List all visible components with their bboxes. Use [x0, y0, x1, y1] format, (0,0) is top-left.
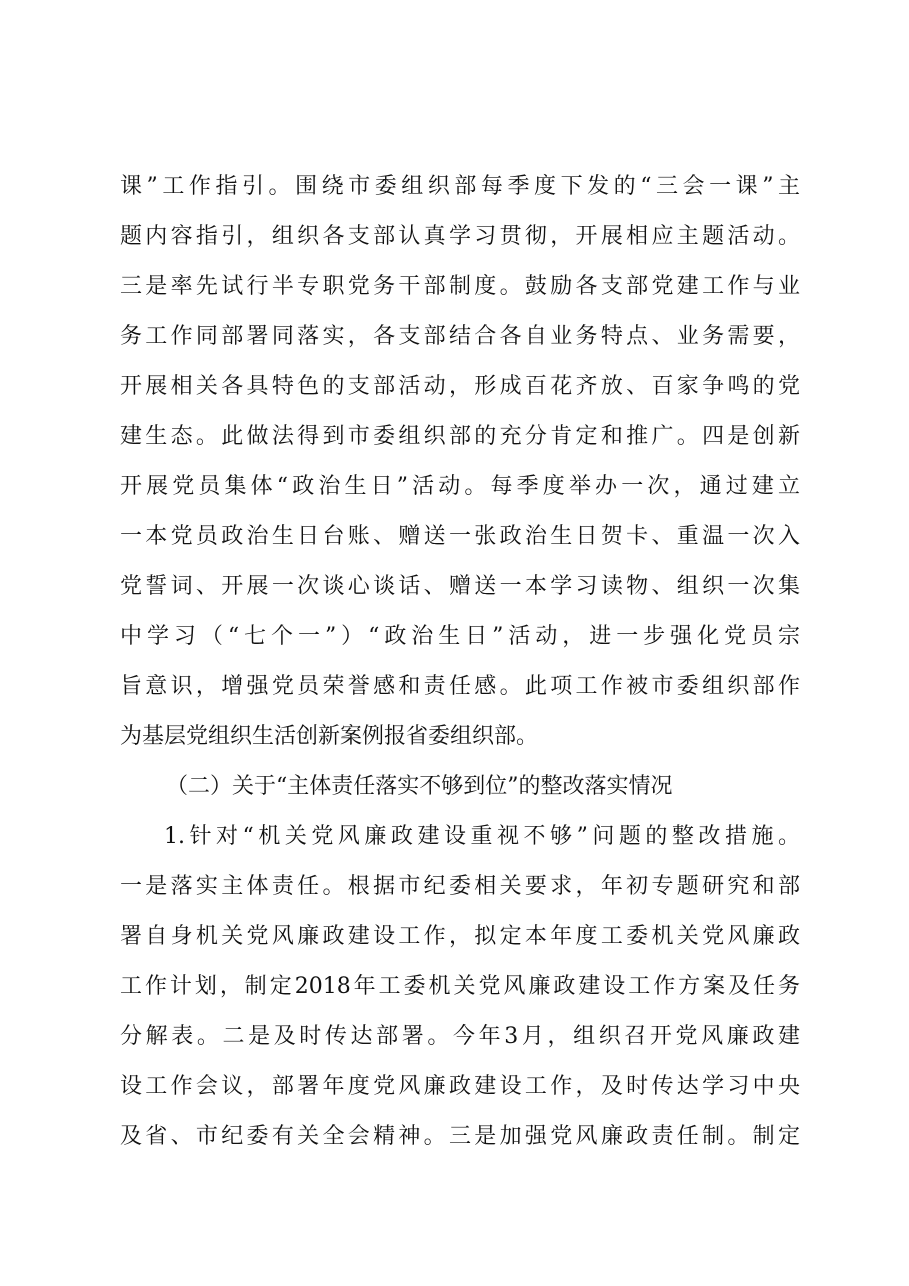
- text-line: 题内容指引，组织各支部认真学习贯彻，开展相应主题活动。: [120, 224, 800, 249]
- text-line: 党誓词、开展一次谈心谈话、赠送一本学习读物、组织一次集: [120, 574, 800, 599]
- text-line: 设工作会议，部署年度党风廉政建设工作，及时传达学习中央: [120, 1074, 800, 1099]
- text-line: 一是落实主体责任。根据市纪委相关要求，年初专题研究和部: [120, 874, 800, 899]
- text-line: 三是率先试行半专职党务干部制度。鼓励各支部党建工作与业: [120, 274, 800, 299]
- text-line: 及省、市纪委有关全会精神。三是加强党风廉政责任制。制定: [120, 1124, 800, 1149]
- text-line: 务工作同部署同落实，各支部结合各自业务特点、业务需要，: [120, 324, 800, 349]
- text-line: 为基层党组织生活创新案例报省委组织部。: [120, 724, 539, 749]
- text-line: 一本党员政治生日台账、赠送一张政治生日贺卡、重温一次入: [120, 524, 800, 549]
- section-heading: （二）关于“主体责任落实不够到位”的整改落实情况: [166, 774, 673, 799]
- text-line: 1.针对“机关党风廉政建设重视不够”问题的整改措施。: [164, 824, 800, 849]
- text-line: 署自身机关党风廉政建设工作，拟定本年度工委机关党风廉政: [120, 924, 800, 949]
- text-line: 旨意识，增强党员荣誉感和责任感。此项工作被市委组织部作: [120, 674, 800, 699]
- text-line: 建生态。此做法得到市委组织部的充分肯定和推广。四是创新: [120, 424, 800, 449]
- text-line: 工作计划，制定2018年工委机关党风廉政建设工作方案及任务: [120, 974, 800, 999]
- text-line: 开展相关各具特色的支部活动，形成百花齐放、百家争鸣的党: [120, 374, 800, 399]
- text-line: 中学习（“七个一”）“政治生日”活动，进一步强化党员宗: [120, 624, 800, 649]
- text-line: 开展党员集体“政治生日”活动。每季度举办一次，通过建立: [120, 474, 800, 499]
- text-line: 分解表。二是及时传达部署。今年3月，组织召开党风廉政建: [120, 1024, 800, 1049]
- text-line: 课”工作指引。围绕市委组织部每季度下发的“三会一课”主: [120, 174, 800, 199]
